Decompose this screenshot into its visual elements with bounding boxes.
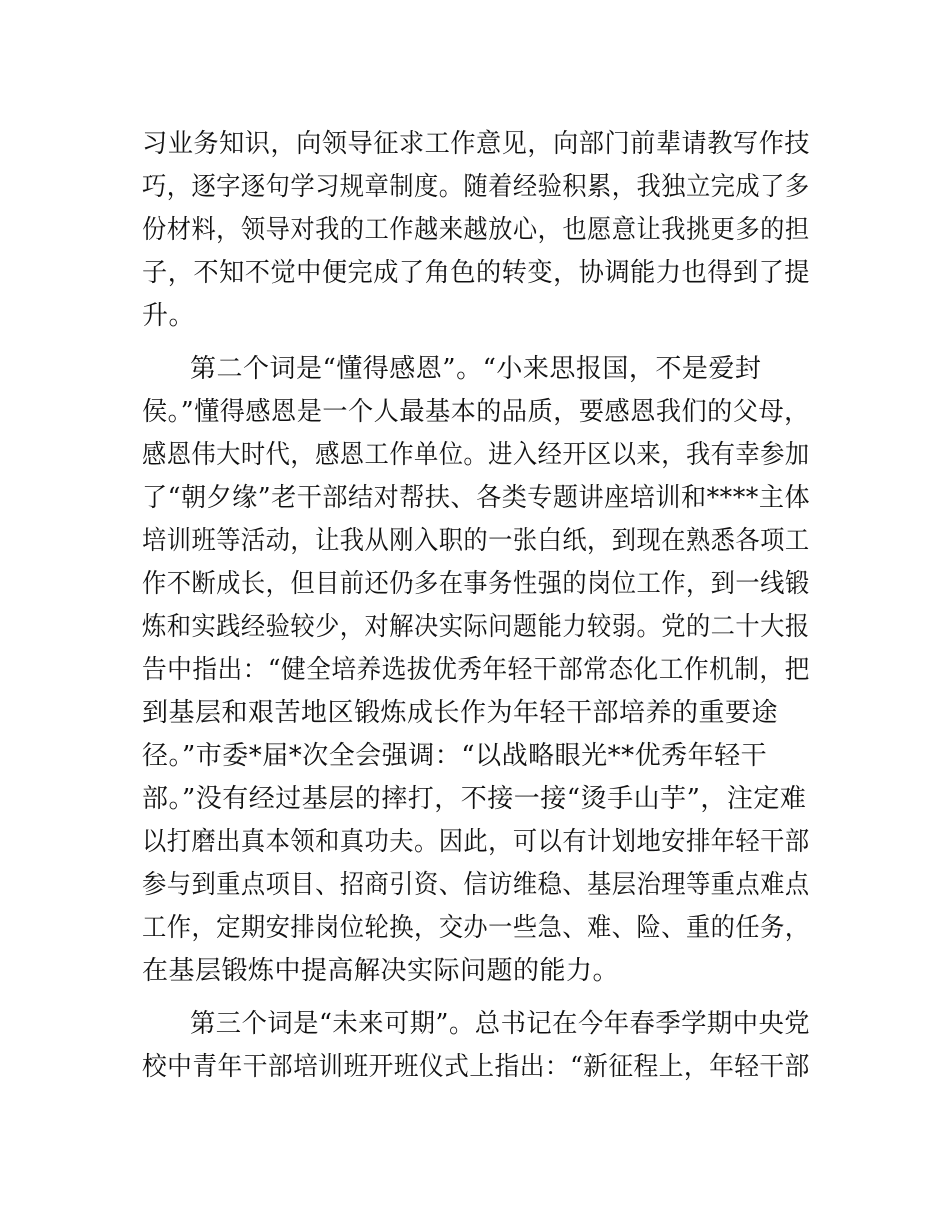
paragraph-3-line-1: 第三个词是“未来可期”。总书记在今年春季学期中央党 <box>190 1009 811 1039</box>
paragraph-1-line-4: 子，不知不觉中便完成了角色的转变，协调能力也得到了提 <box>142 258 811 288</box>
paragraph-1-line-2: 巧，逐字逐句学习规章制度。随着经验积累，我独立完成了多 <box>142 172 810 202</box>
paragraph-2-line-1: 第二个词是“懂得感恩”。“小来思报国，不是爱封 <box>190 354 762 384</box>
paragraph-2-line-14: 工作，定期安排岗位轮换，交办一些急、难、险、重的任务， <box>142 913 810 943</box>
paragraph-1-line-5: 升。 <box>142 301 196 331</box>
paragraph-2-line-11: 部。”没有经过基层的摔打，不接一接“烫手山芋”，注定难 <box>142 784 807 814</box>
paragraph-1-line-1: 习业务知识，向领导征求工作意见，向部门前辈请教写作技 <box>142 129 811 159</box>
paragraph-3-line-2: 校中青年干部培训班开班仪式上指出：“新征程上，年轻干部 <box>142 1052 810 1082</box>
paragraph-2-line-10: 径。”市委*届*次全会强调：“以战略眼光**优秀年轻干 <box>142 741 768 771</box>
paragraph-2-line-7: 炼和实践经验较少，对解决实际问题能力较弱。党的二十大报 <box>142 612 810 642</box>
paragraph-2-line-6: 作不断成长，但目前还仍多在事务性强的岗位工作，到一线锻 <box>142 569 810 599</box>
paragraph-1-line-3: 份材料，领导对我的工作越来越放心，也愿意让我挑更多的担 <box>142 215 810 245</box>
paragraph-2-line-8: 告中指出：“健全培养选拔优秀年轻干部常态化工作机制，把 <box>142 655 810 685</box>
paragraph-2-line-9: 到基层和艰苦地区锻炼成长作为年轻干部培养的重要途 <box>142 698 779 728</box>
paragraph-2-line-12: 以打磨出真本领和真功夫。因此，可以有计划地安排年轻干部 <box>142 827 810 857</box>
paragraph-2-line-3: 感恩伟大时代，感恩工作单位。进入经开区以来，我有幸参加 <box>142 440 810 470</box>
paragraph-2-line-15: 在基层锻炼中提高解决实际问题的能力。 <box>142 956 620 986</box>
paragraph-2-line-13: 参与到重点项目、招商引资、信访维稳、基层治理等重点难点 <box>142 870 810 900</box>
paragraph-2-line-2: 侯。”懂得感恩是一个人最基本的品质，要感恩我们的父母， <box>142 397 810 427</box>
paragraph-2-line-5: 培训班等活动，让我从刚入职的一张白纸，到现在熟悉各项工 <box>142 526 810 556</box>
paragraph-2-line-4: 了“朝夕缘”老干部结对帮扶、各类专题讲座培训和****主体 <box>142 483 811 513</box>
